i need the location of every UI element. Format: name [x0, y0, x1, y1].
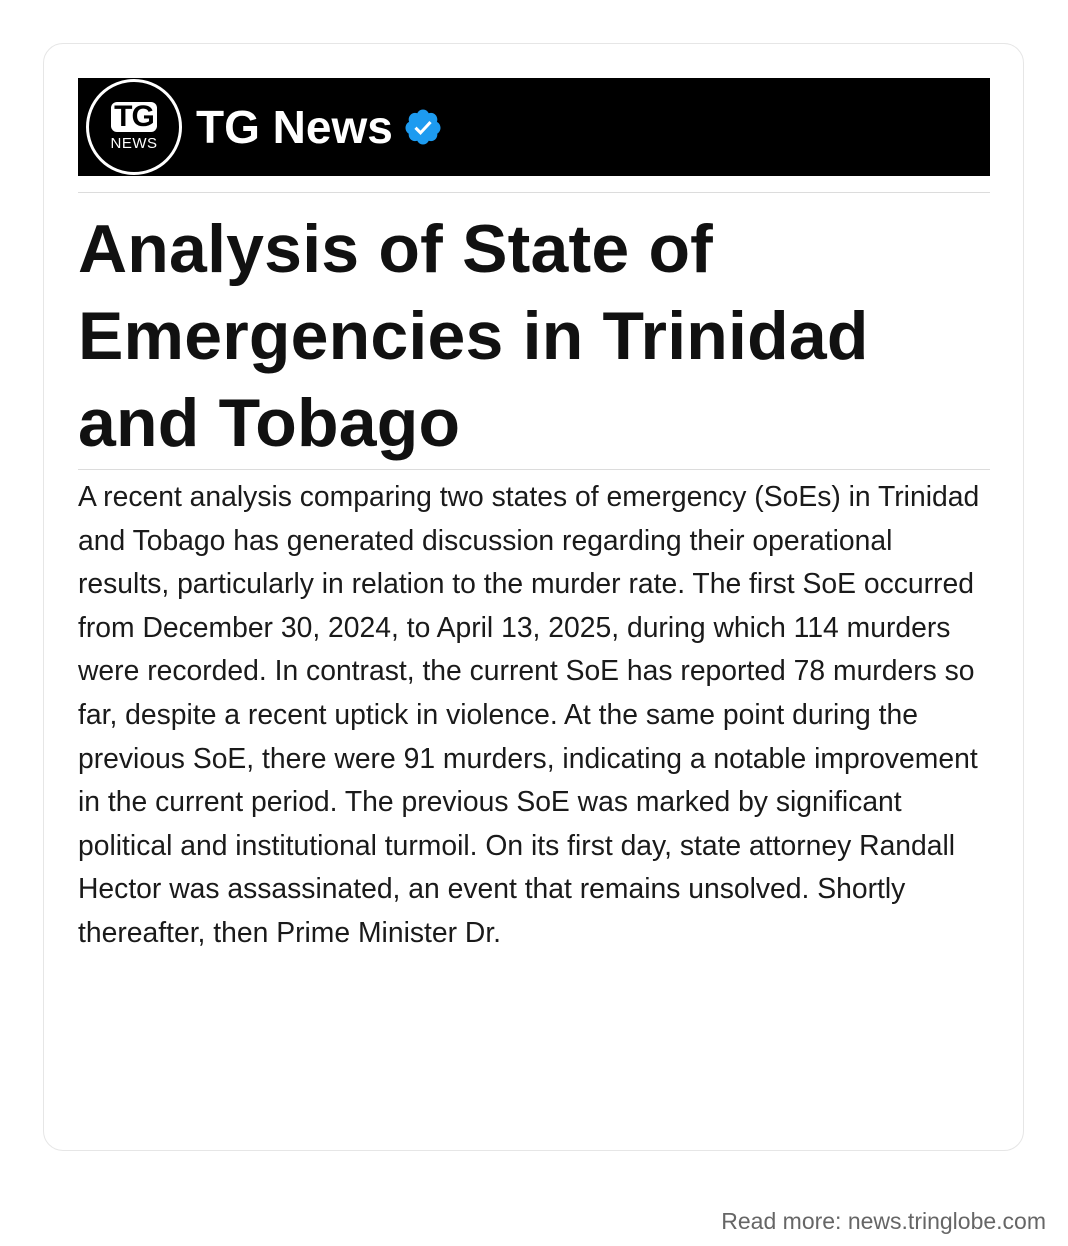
divider-middle	[78, 469, 990, 470]
verified-badge-icon	[403, 107, 443, 147]
source-logo	[86, 79, 182, 175]
logo-badge	[91, 84, 177, 170]
logo-mark: TG	[111, 102, 157, 132]
article-body: A recent analysis comparing two states of emergency (SoEs) in Trinidad and Tobago has generated discussion regarding their operational results, particularly in relation to the murder rate. The first SoE occurred from December 30, 2024, to April 13, 2025, during which 114 murders were recorded. In contrast, the current SoE has reported 78 murders so far, despite a recent uptick in violence. At the same point during the previous SoE, there were 91 murders, indicating a notable improvement in the current period. The previous SoE was marked by significant political and institutional turmoil. On its first day, state attorney Randall Hector was assassinated, an event that remains unsolved. Shortly thereafter, then Prime Minister Dr.	[78, 480, 980, 948]
source-name: TG News	[196, 101, 393, 153]
read-more-label: Read more:	[721, 1208, 842, 1234]
read-more-line	[721, 1208, 1046, 1235]
article-headline: Analysis of State of Emergencies in Trinidad and Tobago	[78, 211, 869, 461]
source-header	[78, 78, 990, 176]
logo-subtext: NEWS	[110, 135, 158, 152]
divider-top	[78, 192, 990, 193]
read-more-link[interactable]: news.tringlobe.com	[847, 1208, 1046, 1234]
